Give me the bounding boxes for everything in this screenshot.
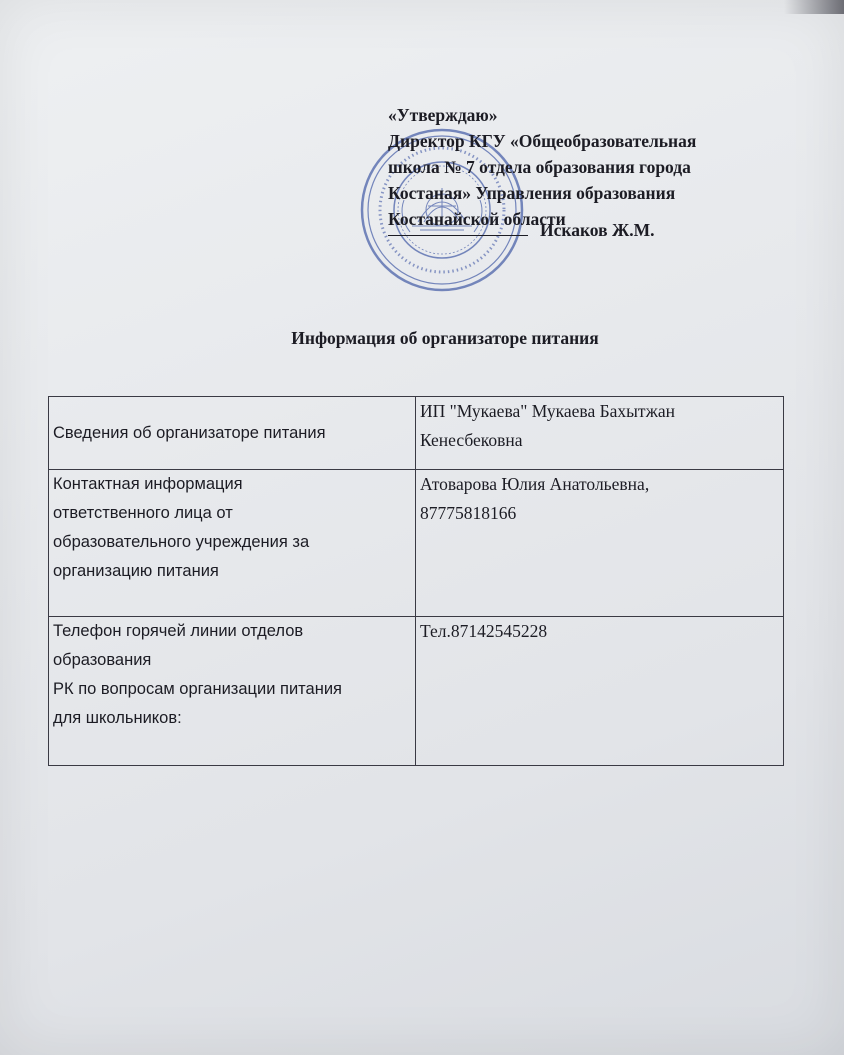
approval-position-line: Директор КГУ «Общеобразовательная — [388, 131, 697, 151]
table-cell-value: Тел.87142545228 — [416, 617, 784, 766]
approval-position-line: Костаная» Управления образования — [388, 183, 676, 203]
signature-line — [388, 220, 655, 241]
document-title: Информация об организаторе питания — [291, 328, 599, 348]
approval-block — [388, 102, 788, 232]
table-row — [49, 617, 784, 766]
table-cell-label: Контактная информация ответственного лица от образовательного учреждения за организацию питания — [49, 470, 416, 617]
signer-name: Искаков Ж.М. — [540, 220, 655, 240]
table-cell-label: Сведения об организаторе питания — [49, 397, 416, 470]
approval-heading: «Утверждаю» — [388, 105, 498, 125]
approval-position-line: Костанайской области — [388, 209, 566, 229]
page-corner-shadow — [784, 0, 844, 14]
table-row — [49, 470, 784, 617]
table-row — [49, 397, 784, 470]
signature-underline — [388, 235, 528, 236]
table-cell-value: Атоварова Юлия Анатольевна, 87775818166 — [416, 470, 784, 617]
table-cell-value: ИП "Мукаева" Мукаева Бахытжан Кенесбековна — [416, 397, 784, 470]
table-cell-label: Телефон горячей линии отделов образования РК по вопросам организации питания для школьников: — [49, 617, 416, 766]
info-table — [48, 396, 784, 766]
approval-position-line: школа № 7 отдела образования города — [388, 157, 691, 177]
